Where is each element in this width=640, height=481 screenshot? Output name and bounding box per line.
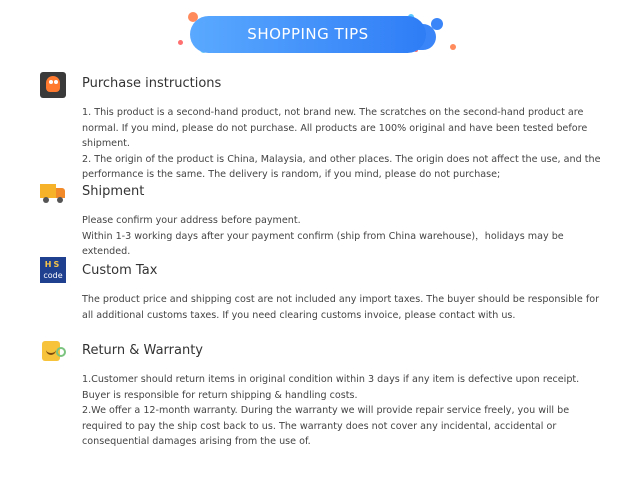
section-body (82, 292, 602, 323)
section-body (82, 105, 602, 183)
section-heading: Return & Warranty (82, 343, 203, 358)
return-bag-icon (40, 337, 66, 363)
section-body (82, 372, 602, 450)
body-paragraph: 1. This product is a second-hand product, not brand new. The scratches on the second-hand product are normal. If you mind, please do not purchase. All products are 100% original and have been tested before shipment. (82, 107, 588, 149)
body-paragraph: 2.We offer a 12-month warranty. During the warranty we will provide repair service freely, you will be required to pay the ship cost back to us. The warranty does not cover any incidental, accidental or consequential damages arising from the use of. (82, 405, 570, 447)
section-heading: Shipment (82, 184, 145, 199)
hs-code-icon-text: HS (44, 260, 62, 269)
body-paragraph: Within 1-3 working days after your payment confirm (ship from China warehouse)，holidays may be extended. (82, 230, 564, 257)
decor-dot (450, 44, 456, 50)
body-paragraph: Please confirm your address before payment. (82, 215, 301, 226)
body-paragraph: 2. The origin of the product is China, Malaysia, and other places. The origin does not affect the use, and the performance is the same. The delivery is random, if you mind, please do not purchase; (82, 153, 601, 180)
shopping-mascot-icon (40, 72, 66, 98)
hs-code-icon-text: code (43, 271, 63, 280)
shopping-tips-banner (176, 10, 466, 60)
section-heading: Purchase instructions (82, 76, 222, 91)
body-paragraph: 1.Customer should return items in original condition within 3 days if any item is defective upon receipt. Buyer is responsible for return shipping & handling costs. (82, 374, 580, 401)
section-body (82, 213, 602, 260)
body-paragraph: The product price and shipping cost are not included any import taxes. The buyer should be responsible for all additional customs taxes. If you need clearing customs invoice, please contact with us. (82, 294, 600, 321)
banner-title: SHOPPING TIPS (247, 25, 369, 43)
decor-dot (178, 40, 183, 45)
hs-code-icon (40, 257, 66, 283)
section-heading: Custom Tax (82, 263, 158, 278)
delivery-truck-icon (40, 178, 66, 204)
